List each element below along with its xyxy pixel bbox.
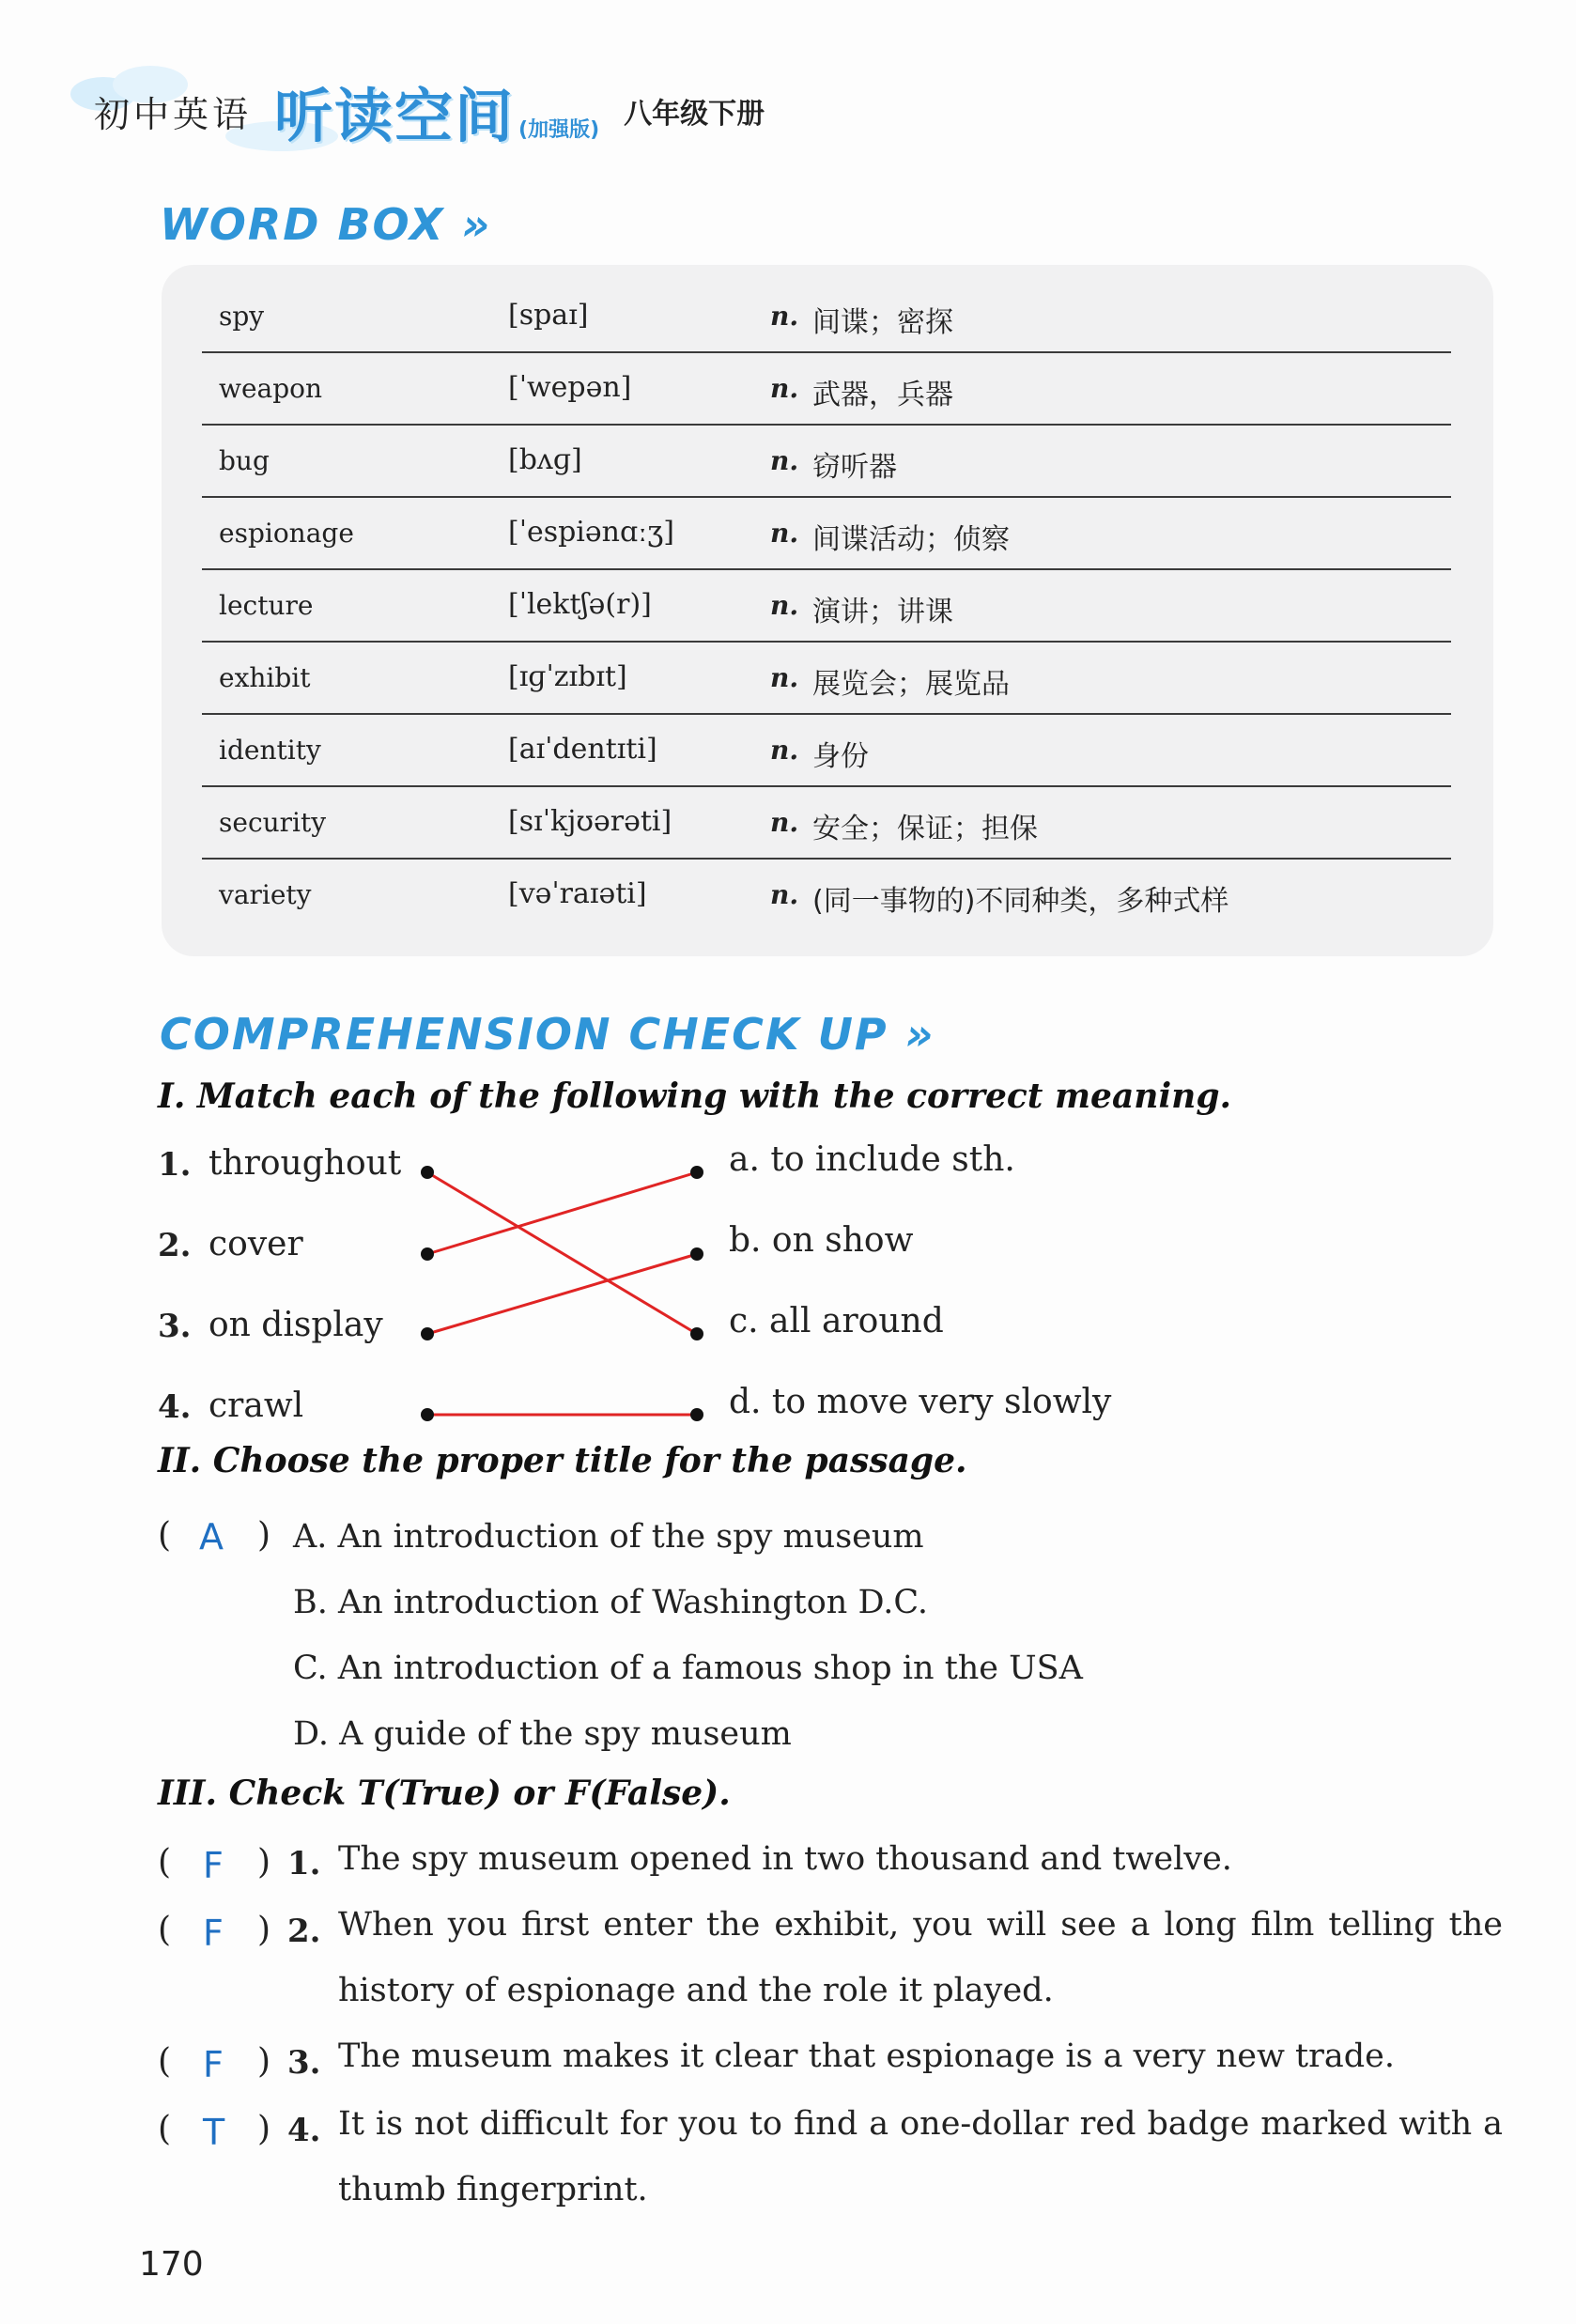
match-line-1-c — [427, 1172, 697, 1334]
word-entry — [202, 425, 1451, 498]
word-phonetic: [spaɪ] — [508, 299, 589, 332]
word-meaning: 安全；保证；担保 — [812, 813, 1038, 845]
word-term: weapon — [219, 373, 323, 404]
word-phonetic: [vəˈraɪəti] — [508, 877, 647, 910]
word-term: identity — [219, 735, 321, 766]
tf-answer[interactable]: T — [203, 2112, 225, 2153]
title-option: C. An introduction of a famous shop in the USA — [293, 1650, 1083, 1687]
word-term: variety — [219, 879, 312, 910]
word-part-of-speech: n. — [770, 879, 799, 910]
match-item-word: throughout — [209, 1144, 402, 1183]
match-dot — [690, 1166, 703, 1179]
word-meaning: 间谍活动；侦察 — [812, 523, 1010, 556]
title-option: D. A guide of the spy museum — [293, 1715, 792, 1753]
question-text: The museum makes it clear that espionage is a very new trade. — [338, 2037, 1395, 2075]
question-text: The spy museum opened in two thousand and twelve. — [338, 1840, 1232, 1878]
question-number: 2. — [287, 1913, 321, 1950]
word-entry — [202, 497, 1451, 570]
tf-answer[interactable]: F — [203, 1845, 224, 1886]
part2-instruction: II. Choose the proper title for the passage. — [158, 1441, 967, 1480]
word-entry — [202, 786, 1451, 860]
word-term: espionage — [219, 518, 354, 549]
title-option: B. An introduction of Washington D.C. — [293, 1584, 929, 1621]
word-term: bug — [219, 445, 270, 476]
match-item-word: on display — [209, 1306, 383, 1344]
word-term: spy — [219, 301, 265, 332]
answer-paren-open: ( — [158, 2042, 172, 2081]
question-text: It is not difficult for you to find a one-dollar red badge marked with a thumb fingerprint. — [338, 2105, 1503, 2208]
word-entry — [202, 642, 1451, 715]
word-entry — [202, 280, 1451, 353]
match-line-2-a — [427, 1172, 697, 1254]
brand-logo: 听读空间 — [274, 81, 516, 150]
match-item-number: 2. — [158, 1227, 192, 1264]
word-phonetic: [ˈlektʃə(r)] — [508, 588, 652, 621]
word-term: exhibit — [219, 662, 311, 693]
word-meaning: 展览会；展览品 — [812, 668, 1010, 701]
answer-paren-open: ( — [158, 1843, 172, 1882]
match-dot — [421, 1408, 434, 1421]
part2-answer[interactable]: A — [199, 1516, 224, 1557]
part1-instruction: I. Match each of the following with the correct meaning. — [158, 1077, 1232, 1116]
word-phonetic: [ˈespiənɑːʒ] — [508, 516, 674, 549]
edition-label: (加强版) — [518, 118, 600, 142]
match-option: c. all around — [729, 1302, 944, 1340]
match-dot — [421, 1247, 434, 1261]
match-dot — [421, 1327, 434, 1340]
word-term: security — [219, 807, 327, 838]
word-part-of-speech: n. — [770, 445, 799, 476]
question-number: 3. — [287, 2044, 321, 2082]
match-option: b. on show — [729, 1221, 914, 1260]
tf-answer[interactable]: F — [203, 1913, 224, 1954]
question-text: When you first enter the exhibit, you will see a long film telling the history of espionage and the role it played. — [338, 1906, 1503, 2009]
word-phonetic: [ˈwepən] — [508, 371, 632, 404]
word-phonetic: [sɪˈkjʊərəti] — [508, 805, 672, 838]
word-entry — [202, 569, 1451, 643]
word-entry — [202, 859, 1451, 930]
series-title: 初中英语 — [94, 93, 253, 135]
word-part-of-speech: n. — [770, 735, 799, 766]
word-part-of-speech: n. — [770, 807, 799, 838]
match-line-3-b — [427, 1254, 697, 1334]
grade-label: 八年级下册 — [624, 98, 765, 131]
part3-instruction: III. Check T(True) or F(False). — [158, 1774, 731, 1813]
match-option: a. to include sth. — [729, 1140, 1015, 1179]
question-number: 1. — [287, 1845, 321, 1882]
word-part-of-speech: n. — [770, 373, 799, 404]
match-item-number: 4. — [158, 1388, 192, 1426]
answer-paren-close: ) — [257, 2042, 271, 2081]
word-meaning: 间谍；密探 — [812, 306, 953, 339]
tf-answer[interactable]: F — [203, 2044, 224, 2085]
question-number: 4. — [287, 2112, 321, 2149]
word-meaning: 身份 — [812, 740, 869, 773]
word-meaning: 武器，兵器 — [812, 379, 953, 411]
answer-paren-close: ) — [257, 1843, 271, 1882]
match-dot — [690, 1247, 703, 1261]
page-number: 170 — [139, 2245, 204, 2284]
word-meaning: (同一事物的)不同种类，多种式样 — [812, 885, 1229, 918]
word-meaning: 演讲；讲课 — [812, 596, 953, 628]
word-phonetic: [bʌɡ] — [508, 443, 582, 476]
answer-paren-close: ) — [257, 1911, 271, 1949]
match-item-word: crawl — [209, 1387, 304, 1425]
word-term: lecture — [219, 590, 314, 621]
comprehension-title: COMPREHENSION CHECK UP » — [160, 1009, 935, 1060]
answer-paren-close: ) — [257, 1516, 271, 1555]
word-part-of-speech: n. — [770, 301, 799, 332]
match-dot — [690, 1408, 703, 1421]
page-header — [94, 73, 765, 148]
word-entry — [202, 352, 1451, 426]
word-box-title: WORD BOX » — [160, 199, 492, 250]
word-part-of-speech: n. — [770, 518, 799, 549]
match-dot — [421, 1166, 434, 1179]
match-option: d. to move very slowly — [729, 1383, 1112, 1421]
title-option: A. An introduction of the spy museum — [293, 1518, 924, 1556]
word-entry — [202, 714, 1451, 787]
word-meaning: 窃听器 — [812, 451, 897, 484]
match-item-number: 1. — [158, 1146, 192, 1184]
word-phonetic: [ɪɡˈzɪbɪt] — [508, 660, 627, 693]
answer-paren-close: ) — [257, 2110, 271, 2148]
answer-paren-open: ( — [158, 1911, 172, 1949]
match-item-word: cover — [209, 1225, 303, 1263]
answer-paren-open: ( — [158, 1516, 172, 1555]
match-item-number: 3. — [158, 1308, 192, 1345]
answer-paren-open: ( — [158, 2110, 172, 2148]
word-part-of-speech: n. — [770, 662, 799, 693]
word-phonetic: [aɪˈdentɪti] — [508, 733, 657, 766]
match-dot — [690, 1327, 703, 1340]
word-part-of-speech: n. — [770, 590, 799, 621]
